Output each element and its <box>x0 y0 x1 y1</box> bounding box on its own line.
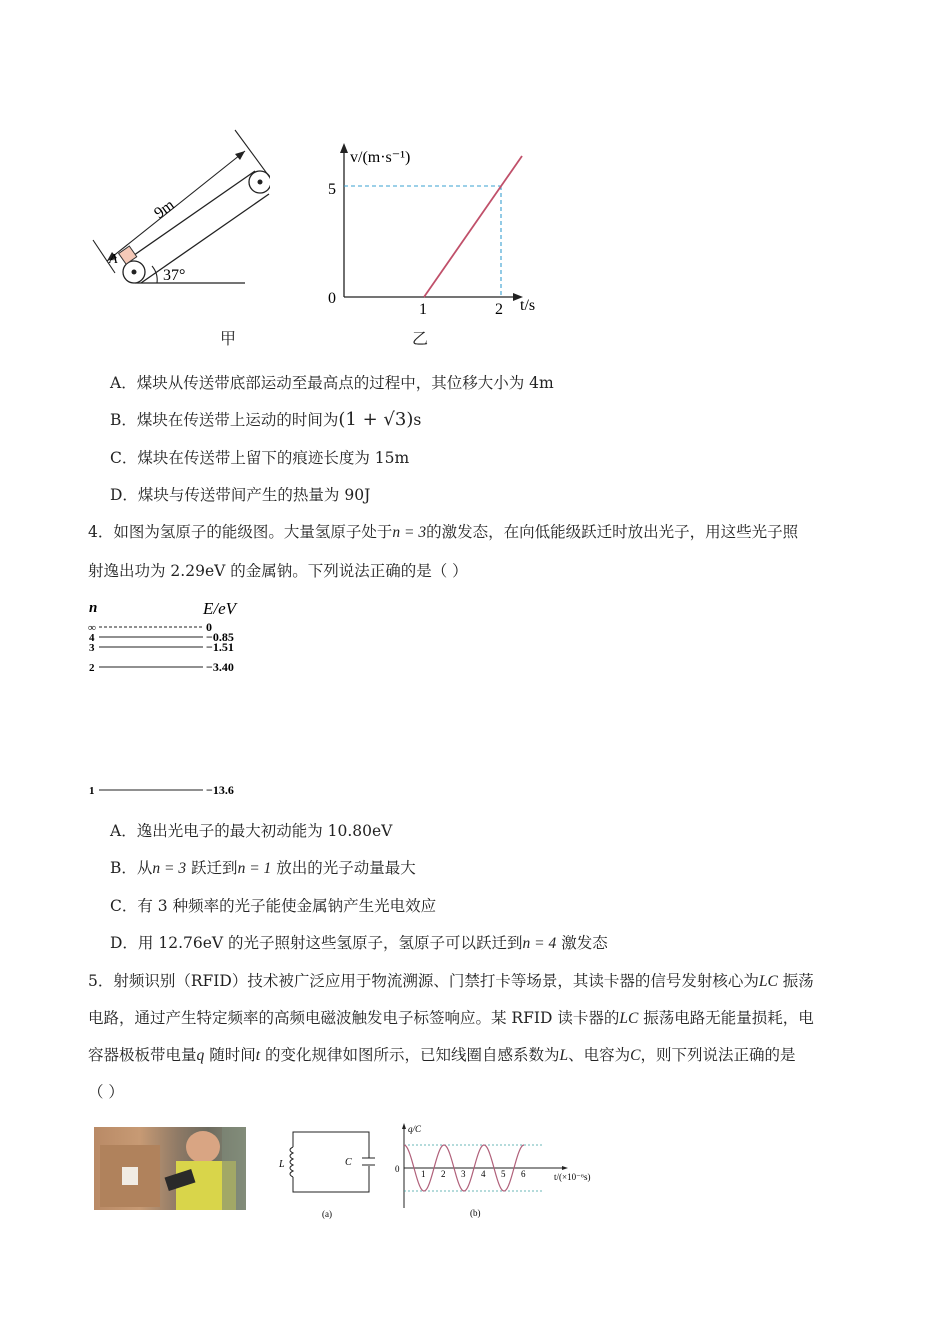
q5-l3-e: ，则下列说法正确的是 <box>640 1046 796 1064</box>
level-4-e: −0.85 <box>206 630 234 644</box>
q4-option-b-prefix: B．从 <box>110 859 153 877</box>
qt-y-label: q/C <box>408 1124 422 1134</box>
qt-origin: 0 <box>395 1164 400 1174</box>
qt-x-tick: 4 <box>481 1169 486 1179</box>
q3-option-b-text: B．煤块在传送带上运动的时间为 <box>110 411 339 429</box>
level-2-n: 2 <box>89 662 95 674</box>
qt-graph <box>392 1120 607 1225</box>
figure-caption-yi: 乙 <box>412 329 429 348</box>
q4-option-b-suffix: 放出的光子动量最大 <box>276 859 416 877</box>
vt-y-label: v/(m·s⁻¹) <box>350 149 411 166</box>
rfid-worker-photo <box>94 1127 246 1210</box>
q4-option-a: A．逸出光电子的最大初动能为 10.80eV <box>110 822 393 840</box>
vt-x-label: t/s <box>520 297 536 314</box>
belt-upper-edge <box>127 171 255 260</box>
inductor-label: L <box>279 1159 285 1170</box>
q4-option-d-suffix: 激发态 <box>561 934 608 952</box>
q5-l3-m2: t <box>255 1047 261 1064</box>
qt-x-label: t/(×10⁻⁶s) <box>554 1172 591 1182</box>
q5-l3-m4: C <box>630 1047 641 1064</box>
block-label: A <box>109 252 118 267</box>
level-inf-n: ∞ <box>88 622 96 634</box>
qt-x-tick: 1 <box>421 1169 426 1179</box>
q5-stem-line2 <box>88 1008 814 1029</box>
caption-a: (a) <box>322 1209 332 1219</box>
q4-option-d-prefix: D．用 12.76eV 的光子照射这些氢原子，氢原子可以跃迁到 <box>110 934 523 952</box>
q5-l3-m3: L <box>559 1047 569 1064</box>
qt-x-tick: 2 <box>441 1169 446 1179</box>
length-arrow <box>107 151 245 261</box>
q5-l3-b: 随时间 <box>209 1046 256 1064</box>
q3-option-b-unit: s <box>413 411 422 429</box>
q5-l2-a: 电路，通过产生特定频率的高频电磁波触发电子标签响应。某 RFID 读卡器的 <box>88 1009 620 1027</box>
capacitor-label: C <box>345 1157 352 1168</box>
q4-option-b-math1: n = 3 <box>152 860 187 877</box>
q4-option-b <box>110 858 416 879</box>
level-1-e: −13.6 <box>206 783 234 797</box>
q4-option-d-math: n = 4 <box>522 935 557 952</box>
q5-l3-m1: q <box>196 1047 205 1064</box>
q4-stem-line1 <box>88 522 798 543</box>
level-3-e: −1.51 <box>206 640 234 654</box>
q5-stem-line3 <box>88 1045 795 1066</box>
angle-label: 37° <box>163 267 186 284</box>
q4-option-c: C．有 3 种频率的光子能使金属钠产生光电效应 <box>110 897 437 915</box>
vt-data-line <box>424 156 522 297</box>
q5-l1-b: 振荡 <box>782 972 814 990</box>
qt-x-tick: 3 <box>461 1169 466 1179</box>
level-1-n: 1 <box>89 785 95 797</box>
caption-b: (b) <box>470 1208 481 1218</box>
qt-x-tick: 5 <box>501 1169 506 1179</box>
q3-option-b-math: (1 + √3) <box>338 409 414 430</box>
q4-option-b-math2: n = 1 <box>237 860 272 877</box>
lc-circuit-figure <box>275 1127 375 1222</box>
q5-l2-math: LC <box>619 1010 639 1027</box>
q3-option-d: D．煤块与传送带间产生的热量为 90J <box>110 486 371 504</box>
level-3-n: 3 <box>89 642 95 654</box>
qt-x-tick: 6 <box>521 1169 526 1179</box>
level-2-e: −3.40 <box>206 660 234 674</box>
figure-caption-jia: 甲 <box>220 329 237 348</box>
q4-option-d <box>110 933 608 954</box>
q4-text-b: 的激发态，在向低能级跃迁时放出光子，用这些光子照 <box>426 523 799 541</box>
q5-stem-line1 <box>88 971 814 992</box>
level-4-n: 4 <box>89 632 95 644</box>
q3-option-b <box>110 410 421 430</box>
energy-e-label: E/eV <box>203 599 237 618</box>
q5-l1-math: LC <box>758 973 778 990</box>
q4-stem-line2: 射逸出功为 2.29eV 的金属钠。下列说法正确的是（ ） <box>88 562 468 580</box>
q5-l3-c: 的变化规律如图所示，已知线圈自感系数为 <box>264 1046 560 1064</box>
belt-length-label: 9m <box>151 196 178 223</box>
vt-graph <box>320 140 550 320</box>
q5-l2-b: 振荡电路无能量损耗，电 <box>643 1009 814 1027</box>
vt-x-tick-2: 2 <box>495 301 503 318</box>
level-inf-e: 0 <box>206 620 212 634</box>
energy-n-label: n <box>89 600 98 616</box>
q5-l3-a: 容器极板带电量 <box>88 1046 197 1064</box>
q5-l1-a: 5．射频识别（RFID）技术被广泛应用于物流溯源、门禁打卡等场景，其读卡器的信号发射核心为 <box>88 972 759 990</box>
energy-level-diagram <box>85 595 265 805</box>
vt-y-tick: 5 <box>328 181 336 198</box>
q5-l3-d: 、电容为 <box>568 1046 631 1064</box>
q4-text-a: 4．如图为氢原子的能级图。大量氢原子处于 <box>88 523 393 541</box>
vt-origin: 0 <box>328 290 336 307</box>
q3-option-a: A．煤块从传送带底部运动至最高点的过程中，其位移大小为 4m <box>110 374 554 392</box>
q3-option-c: C．煤块在传送带上留下的痕迹长度为 15m <box>110 449 410 467</box>
conveyor-belt-figure <box>85 125 270 295</box>
q5-stem-line4: （ ） <box>88 1083 124 1101</box>
vt-x-tick-1: 1 <box>419 301 427 318</box>
q4-option-b-mid: 跃迁到 <box>191 859 238 877</box>
q4-math-n: n = 3 <box>392 524 427 541</box>
circuit-loop <box>293 1132 369 1192</box>
